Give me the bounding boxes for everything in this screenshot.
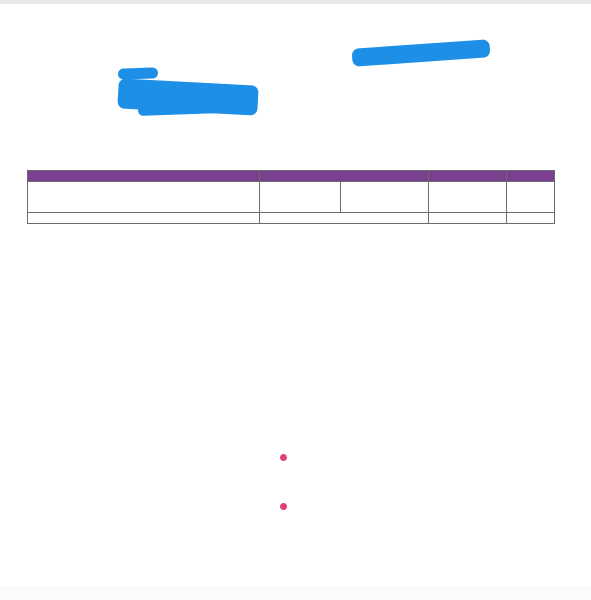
result-cell	[260, 213, 429, 224]
header-norms	[429, 171, 507, 182]
leukogram-label	[28, 182, 260, 213]
page-bottom	[0, 586, 591, 600]
top-strip	[0, 0, 591, 4]
norm-cell	[429, 213, 507, 224]
table-row-plt	[28, 213, 555, 224]
results-table	[27, 170, 555, 224]
header-param	[28, 171, 260, 182]
unit-cell	[507, 213, 555, 224]
leukogram-header-row	[28, 182, 555, 213]
rel-value-header	[260, 182, 341, 213]
header-result	[260, 171, 429, 182]
highlight-dot-lym	[280, 503, 287, 510]
table-header-row	[28, 171, 555, 182]
param-cell	[28, 213, 260, 224]
right-info	[306, 51, 576, 131]
abs-value-header	[341, 182, 429, 213]
header-units	[507, 171, 555, 182]
highlight-dot-neu	[280, 454, 287, 461]
